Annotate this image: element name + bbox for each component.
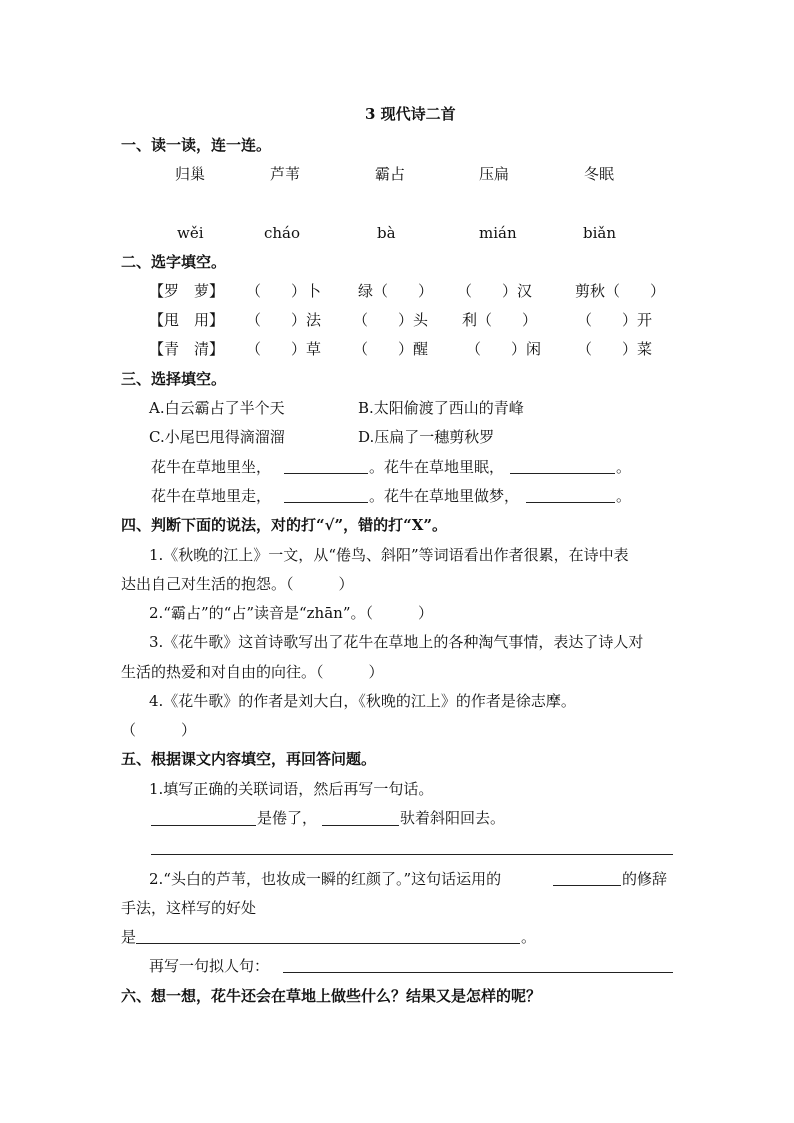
judge-question-3-cont[interactable]: 生活的热爱和对自由的向往。（ ） xyxy=(121,663,384,681)
answer-blank[interactable] xyxy=(526,502,615,503)
answer-line[interactable] xyxy=(151,854,673,855)
q5-2-prompt-end: 的修辞 xyxy=(622,870,668,888)
char-pair-label: 【甩 用】 xyxy=(149,311,225,329)
q5-2-end: 。 xyxy=(521,928,537,946)
word-item: 压扁 xyxy=(479,165,510,183)
fill-line-text: 花牛在草地里走， xyxy=(151,487,272,505)
word-item: 冬眠 xyxy=(584,165,615,183)
section-6-heading: 六、想一想，花牛还会在草地上做些什么？结果又是怎样的呢？ xyxy=(121,987,542,1005)
fill-item[interactable]: （ ）草 xyxy=(246,340,322,358)
q5-2-cont-2: 是 xyxy=(121,928,137,946)
option-a: A.白云霸占了半个天 xyxy=(149,399,285,417)
fill-line-text: 。花牛在草地里眠， xyxy=(369,458,505,476)
answer-blank[interactable] xyxy=(136,943,520,944)
pinyin-item: cháo xyxy=(264,224,301,242)
judge-question-1-cont[interactable]: 达出自己对生活的抱怨。（ ） xyxy=(121,575,354,593)
q5-2-cont: 手法，这样写的好处 xyxy=(121,899,257,917)
answer-line[interactable] xyxy=(283,972,673,973)
judge-question-1: 1.《秋晚的江上》一文，从“倦鸟、斜阳”等词语看出作者很累，在诗中表 xyxy=(149,546,629,564)
section-5-heading: 五、根据课文内容填空，再回答问题。 xyxy=(121,750,377,768)
word-item: 芦苇 xyxy=(270,165,301,183)
judge-question-2[interactable]: 2.“霸占”的“占”读音是“zhān”。（ ） xyxy=(149,604,433,622)
option-d: D.压扁了一穗剪秋罗 xyxy=(358,428,495,446)
fill-line-text: 驮着斜阳回去。 xyxy=(400,809,506,827)
answer-blank[interactable] xyxy=(284,473,368,474)
char-pair-label: 【青 清】 xyxy=(149,340,225,358)
pinyin-item: biǎn xyxy=(583,224,617,242)
fill-line-text: 是倦了， xyxy=(257,809,318,827)
judge-question-4: 4.《花牛歌》的作者是刘大白，《秋晚的江上》的作者是徐志摩。 xyxy=(149,692,576,710)
pinyin-item: wěi xyxy=(177,224,204,242)
option-b: B.太阳偷渡了西山的青峰 xyxy=(358,399,524,417)
fill-item[interactable]: 剪秋（ ） xyxy=(575,282,666,300)
fill-line-end: 。 xyxy=(616,458,632,476)
answer-blank[interactable] xyxy=(553,885,621,886)
answer-blank[interactable] xyxy=(151,825,256,826)
q5-2-prompt: 2.“头白的芦苇，也妆成一瞬的红颜了。”这句话运用的 xyxy=(149,870,502,888)
fill-item[interactable]: （ ）开 xyxy=(577,311,653,329)
page-title: 3 现代诗二首 xyxy=(365,105,456,123)
answer-blank[interactable] xyxy=(322,825,399,826)
section-1-heading: 一、读一读，连一连。 xyxy=(121,136,272,154)
answer-blank[interactable] xyxy=(510,473,615,474)
pinyin-item: bà xyxy=(377,224,396,242)
fill-item[interactable]: （ ）卜 xyxy=(246,282,322,300)
fill-item[interactable]: 利（ ） xyxy=(462,311,538,329)
section-2-heading: 二、选字填空。 xyxy=(121,253,227,271)
fill-line-text: 。花牛在草地里做梦， xyxy=(369,487,520,505)
fill-line-text: 花牛在草地里坐， xyxy=(151,458,272,476)
fill-item[interactable]: （ ）汉 xyxy=(457,282,533,300)
fill-item[interactable]: 绿（ ） xyxy=(358,282,434,300)
section-3-heading: 三、选择填空。 xyxy=(121,370,227,388)
judge-question-3: 3.《花牛歌》这首诗歌写出了花牛在草地上的各种淘气事情，表达了诗人对 xyxy=(149,633,644,651)
q5-1-prompt: 1.填写正确的关联词语，然后再写一句话。 xyxy=(149,780,434,798)
word-item: 霸占 xyxy=(375,165,406,183)
fill-item[interactable]: （ ）闲 xyxy=(466,340,542,358)
fill-item[interactable]: （ ）醒 xyxy=(353,340,429,358)
word-item: 归巢 xyxy=(175,165,206,183)
q5-3-prompt: 再写一句拟人句： xyxy=(149,957,270,975)
fill-item[interactable]: （ ）菜 xyxy=(577,340,653,358)
fill-item[interactable]: （ ）头 xyxy=(353,311,429,329)
section-4-heading: 四、判断下面的说法，对的打“√”，错的打“X”。 xyxy=(121,516,448,534)
fill-line-end: 。 xyxy=(616,487,632,505)
char-pair-label: 【罗 萝】 xyxy=(149,282,225,300)
option-c: C.小尾巴甩得滴溜溜 xyxy=(149,428,285,446)
pinyin-item: mián xyxy=(479,224,517,242)
answer-blank[interactable] xyxy=(284,502,368,503)
fill-item[interactable]: （ ）法 xyxy=(246,311,322,329)
judge-question-4-cont[interactable]: （ ） xyxy=(121,721,197,739)
